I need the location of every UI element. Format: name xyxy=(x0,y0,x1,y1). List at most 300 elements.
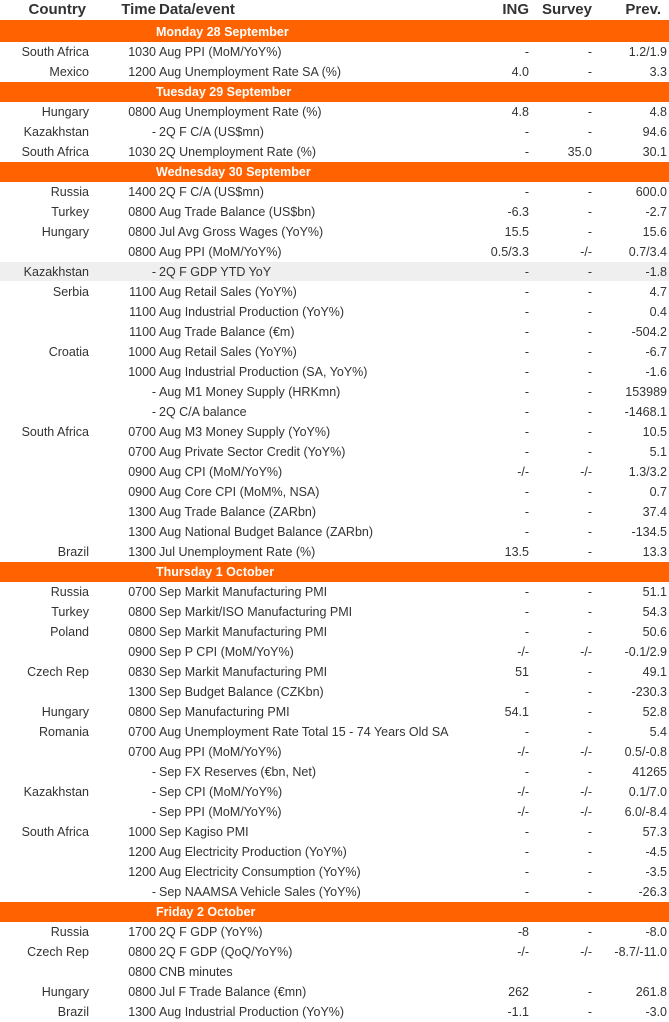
cell-prev: -1.6 xyxy=(645,364,667,379)
cell-ing: - xyxy=(524,344,529,359)
cell-ing: - xyxy=(524,584,529,599)
cell-survey: - xyxy=(587,924,592,939)
table-row xyxy=(0,962,669,982)
cell-event: Aug CPI (MoM/YoY%) xyxy=(159,464,283,479)
cell-prev: -4.5 xyxy=(645,844,667,859)
cell-prev: 52.8 xyxy=(642,704,667,719)
cell-time: 1200 xyxy=(128,844,156,859)
cell-event: Sep Markit Manufacturing PMI xyxy=(159,664,328,679)
cell-event: 2Q F GDP (QoQ/YoY%) xyxy=(159,944,293,959)
day-header xyxy=(0,562,669,582)
cell-prev: -2.7 xyxy=(645,204,667,219)
cell-time: - xyxy=(151,404,156,419)
cell-survey: - xyxy=(587,584,592,599)
cell-time: - xyxy=(151,884,156,899)
cell-country: Hungary xyxy=(41,104,89,119)
cell-event: Aug Private Sector Credit (YoY%) xyxy=(159,444,346,459)
table-row xyxy=(0,282,669,302)
cell-time: 0800 xyxy=(128,104,156,119)
cell-ing: - xyxy=(524,764,529,779)
cell-country: Serbia xyxy=(52,284,89,299)
cell-survey: - xyxy=(587,724,592,739)
table-row xyxy=(0,842,669,862)
cell-survey: - xyxy=(587,124,592,139)
cell-time: 0800 xyxy=(128,224,156,239)
cell-prev: -1468.1 xyxy=(624,404,667,419)
cell-country: Turkey xyxy=(51,204,89,219)
cell-prev: 49.1 xyxy=(642,664,667,679)
cell-event: 2Q Unemployment Rate (%) xyxy=(159,144,317,159)
cell-country: Hungary xyxy=(41,224,89,239)
table-row xyxy=(0,202,669,222)
cell-event: 2Q F GDP YTD YoY xyxy=(159,264,272,279)
cell-prev: 4.8 xyxy=(649,104,667,119)
cell-survey: - xyxy=(587,484,592,499)
cell-prev: -6.7 xyxy=(645,344,667,359)
table-row xyxy=(0,242,669,262)
cell-prev: 41265 xyxy=(632,764,667,779)
table-row xyxy=(0,302,669,322)
cell-event: Aug PPI (MoM/YoY%) xyxy=(159,744,282,759)
cell-country: Czech Rep xyxy=(27,664,89,679)
cell-survey: - xyxy=(587,844,592,859)
table-row xyxy=(0,42,669,62)
cell-event: Sep P CPI (MoM/YoY%) xyxy=(159,644,294,659)
cell-ing: - xyxy=(524,304,529,319)
cell-time: 1000 xyxy=(128,364,156,379)
table-row xyxy=(0,182,669,202)
cell-ing: - xyxy=(524,424,529,439)
cell-prev: -8.7/-11.0 xyxy=(614,944,667,959)
cell-survey: - xyxy=(587,404,592,419)
cell-event: Aug Trade Balance (€m) xyxy=(159,324,295,339)
cell-prev: -0.1/2.9 xyxy=(624,644,667,659)
cell-prev: 4.7 xyxy=(649,284,667,299)
cell-event: Aug M3 Money Supply (YoY%) xyxy=(159,424,331,439)
cell-prev: 5.1 xyxy=(649,444,667,459)
cell-ing: -8 xyxy=(517,924,529,939)
cell-time: 0700 xyxy=(128,444,156,459)
cell-ing: - xyxy=(524,124,529,139)
cell-prev: 261.8 xyxy=(635,984,667,999)
cell-prev: 30.1 xyxy=(642,144,667,159)
cell-country: Russia xyxy=(50,184,89,199)
cell-prev: -8.0 xyxy=(645,924,667,939)
cell-ing: - xyxy=(524,324,529,339)
cell-event: Sep Markit Manufacturing PMI xyxy=(159,584,328,599)
cell-prev: 153989 xyxy=(625,384,667,399)
day-header xyxy=(0,902,669,922)
cell-time: 0800 xyxy=(128,704,156,719)
cell-survey: - xyxy=(587,1004,592,1019)
cell-event: Aug Core CPI (MoM%, NSA) xyxy=(159,484,320,499)
table-row xyxy=(0,742,669,762)
cell-ing: -/- xyxy=(517,804,529,819)
cell-time: 0800 xyxy=(128,964,156,979)
cell-ing: 54.1 xyxy=(504,704,529,719)
cell-time: 1100 xyxy=(129,304,156,319)
cell-prev: 57.3 xyxy=(642,824,667,839)
cell-time: 1100 xyxy=(129,284,156,299)
cell-prev: 1.3/3.2 xyxy=(628,464,667,479)
cell-survey: - xyxy=(587,204,592,219)
cell-survey: - xyxy=(587,324,592,339)
cell-prev: 94.6 xyxy=(642,124,667,139)
cell-event: Aug Industrial Production (SA, YoY%) xyxy=(159,364,368,379)
cell-event: Aug Unemployment Rate (%) xyxy=(159,104,322,119)
cell-prev: -230.3 xyxy=(631,684,667,699)
table-row xyxy=(0,602,669,622)
day-header xyxy=(0,162,669,182)
table-row xyxy=(0,342,669,362)
day-header-label: Tuesday 29 September xyxy=(156,85,292,99)
cell-event: Aug Trade Balance (US$bn) xyxy=(159,204,316,219)
table-row xyxy=(0,702,669,722)
table-row xyxy=(0,402,669,422)
cell-ing: - xyxy=(524,724,529,739)
cell-ing: 15.5 xyxy=(504,224,529,239)
cell-ing: - xyxy=(524,184,529,199)
table-row xyxy=(0,362,669,382)
cell-survey: -/- xyxy=(580,804,592,819)
cell-ing: -/- xyxy=(517,644,529,659)
cell-country: Russia xyxy=(50,924,89,939)
cell-event: Sep Budget Balance (CZKbn) xyxy=(159,684,324,699)
cell-country: Hungary xyxy=(41,704,89,719)
table-row xyxy=(0,822,669,842)
cell-time: 1700 xyxy=(128,924,156,939)
cell-prev: 6.0/-8.4 xyxy=(624,804,667,819)
table-row xyxy=(0,862,669,882)
cell-prev: -3.0 xyxy=(645,1004,667,1019)
cell-survey: - xyxy=(587,984,592,999)
cell-event: Aug Electricity Consumption (YoY%) xyxy=(159,864,361,879)
cell-survey: - xyxy=(587,344,592,359)
cell-survey: 35.0 xyxy=(567,144,592,159)
cell-time: 1000 xyxy=(128,344,156,359)
cell-event: Aug Electricity Production (YoY%) xyxy=(159,844,347,859)
cell-event: Sep Markit/ISO Manufacturing PMI xyxy=(159,604,353,619)
cell-prev: 10.5 xyxy=(642,424,667,439)
cell-survey: - xyxy=(587,504,592,519)
cell-survey: - xyxy=(587,524,592,539)
cell-ing: - xyxy=(524,284,529,299)
table-row xyxy=(0,122,669,142)
cell-country: Croatia xyxy=(48,344,89,359)
cell-ing: - xyxy=(524,524,529,539)
cell-ing: - xyxy=(524,624,529,639)
cell-ing: -1.1 xyxy=(507,1004,529,1019)
table-row xyxy=(0,942,669,962)
cell-ing: - xyxy=(524,384,529,399)
table-row xyxy=(0,802,669,822)
cell-prev: 5.4 xyxy=(649,724,667,739)
table-row xyxy=(0,262,669,282)
cell-ing: - xyxy=(524,44,529,59)
header-event: Data/event xyxy=(159,1,235,18)
cell-ing: - xyxy=(524,144,529,159)
cell-time: 0800 xyxy=(128,204,156,219)
day-header-label: Friday 2 October xyxy=(156,905,256,919)
table-row xyxy=(0,622,669,642)
table-row xyxy=(0,462,669,482)
cell-survey: - xyxy=(587,184,592,199)
cell-prev: 1.2/1.9 xyxy=(628,44,667,59)
cell-survey: - xyxy=(587,284,592,299)
cell-time: 1000 xyxy=(128,824,156,839)
cell-time: 0800 xyxy=(128,604,156,619)
table-row xyxy=(0,102,669,122)
cell-country: South Africa xyxy=(21,144,89,159)
cell-prev: 0.1/7.0 xyxy=(628,784,667,799)
cell-prev: -504.2 xyxy=(631,324,667,339)
cell-survey: - xyxy=(587,704,592,719)
cell-ing: 4.8 xyxy=(511,104,529,119)
cell-survey: - xyxy=(587,684,592,699)
cell-survey: - xyxy=(587,764,592,779)
cell-event: Jul F Trade Balance (€mn) xyxy=(159,984,307,999)
day-header-label: Thursday 1 October xyxy=(156,565,275,579)
cell-event: Aug Retail Sales (YoY%) xyxy=(159,284,297,299)
cell-survey: - xyxy=(587,264,592,279)
cell-country: South Africa xyxy=(21,44,89,59)
table-row xyxy=(0,542,669,562)
cell-prev: 37.4 xyxy=(642,504,667,519)
cell-ing: - xyxy=(524,264,529,279)
cell-prev: 0.4 xyxy=(649,304,667,319)
cell-prev: -134.5 xyxy=(631,524,667,539)
cell-ing: 0.5/3.3 xyxy=(490,244,529,259)
cell-time: 0800 xyxy=(128,984,156,999)
cell-ing: 262 xyxy=(508,984,529,999)
cell-event: Aug Industrial Production (YoY%) xyxy=(159,1004,345,1019)
table-row xyxy=(0,782,669,802)
cell-event: Sep Markit Manufacturing PMI xyxy=(159,624,328,639)
cell-survey: - xyxy=(587,224,592,239)
cell-event: Aug Trade Balance (ZARbn) xyxy=(159,504,317,519)
cell-time: 0800 xyxy=(128,624,156,639)
table-row xyxy=(0,922,669,942)
cell-ing: -/- xyxy=(517,944,529,959)
table-body xyxy=(0,22,669,1022)
table-row xyxy=(0,1002,669,1022)
table-row xyxy=(0,482,669,502)
cell-event: 2Q F C/A (US$mn) xyxy=(159,184,264,199)
day-header-label: Wednesday 30 September xyxy=(156,165,311,179)
cell-survey: - xyxy=(587,384,592,399)
cell-prev: -1.8 xyxy=(645,264,667,279)
cell-event: 2Q F C/A (US$mn) xyxy=(159,124,264,139)
cell-survey: - xyxy=(587,104,592,119)
cell-time: 0700 xyxy=(128,724,156,739)
table-row xyxy=(0,422,669,442)
cell-ing: 51 xyxy=(515,664,529,679)
cell-country: South Africa xyxy=(21,824,89,839)
cell-time: 0800 xyxy=(128,244,156,259)
table-row xyxy=(0,502,669,522)
cell-prev: 50.6 xyxy=(642,624,667,639)
cell-ing: - xyxy=(524,684,529,699)
cell-prev: 0.5/-0.8 xyxy=(624,744,667,759)
cell-country: Mexico xyxy=(49,64,89,79)
cell-prev: 54.3 xyxy=(642,604,667,619)
cell-ing: - xyxy=(524,404,529,419)
cell-time: - xyxy=(151,124,156,139)
cell-survey: - xyxy=(587,604,592,619)
cell-survey: - xyxy=(587,884,592,899)
cell-event: Aug PPI (MoM/YoY%) xyxy=(159,44,282,59)
cell-event: Jul Unemployment Rate (%) xyxy=(159,544,316,559)
cell-ing: -/- xyxy=(517,784,529,799)
table-header xyxy=(0,0,669,22)
cell-country: Hungary xyxy=(41,984,89,999)
cell-event: Aug Retail Sales (YoY%) xyxy=(159,344,297,359)
day-header-label: Monday 28 September xyxy=(156,25,289,39)
cell-event: Aug Unemployment Rate SA (%) xyxy=(159,64,342,79)
table-row xyxy=(0,522,669,542)
cell-survey: -/- xyxy=(580,744,592,759)
table-row xyxy=(0,662,669,682)
table-row xyxy=(0,882,669,902)
cell-ing: - xyxy=(524,824,529,839)
cell-time: - xyxy=(151,804,156,819)
cell-time: 1300 xyxy=(128,544,156,559)
cell-country: Kazakhstan xyxy=(23,124,89,139)
cell-time: 1300 xyxy=(128,524,156,539)
cell-event: Jul Avg Gross Wages (YoY%) xyxy=(159,224,324,239)
cell-prev: 0.7/3.4 xyxy=(628,244,667,259)
table-row xyxy=(0,582,669,602)
cell-prev: 13.3 xyxy=(642,544,667,559)
cell-ing: -/- xyxy=(517,464,529,479)
cell-survey: -/- xyxy=(580,464,592,479)
cell-time: 1100 xyxy=(129,324,156,339)
table-row xyxy=(0,442,669,462)
table-row xyxy=(0,322,669,342)
cell-ing: - xyxy=(524,884,529,899)
day-header xyxy=(0,82,669,102)
cell-ing: - xyxy=(524,844,529,859)
cell-ing: -/- xyxy=(517,744,529,759)
cell-time: - xyxy=(151,384,156,399)
cell-time: - xyxy=(151,784,156,799)
cell-time: 1300 xyxy=(128,684,156,699)
cell-time: - xyxy=(151,764,156,779)
cell-time: 1300 xyxy=(128,504,156,519)
cell-time: 1030 xyxy=(128,144,156,159)
cell-prev: -26.3 xyxy=(638,884,667,899)
table-row xyxy=(0,642,669,662)
cell-event: Sep Kagiso PMI xyxy=(159,824,249,839)
cell-event: Sep CPI (MoM/YoY%) xyxy=(159,784,283,799)
cell-survey: -/- xyxy=(580,644,592,659)
table-row xyxy=(0,382,669,402)
cell-country: Czech Rep xyxy=(27,944,89,959)
cell-ing: - xyxy=(524,484,529,499)
cell-time: 0700 xyxy=(128,584,156,599)
cell-event: Aug PPI (MoM/YoY%) xyxy=(159,244,282,259)
cell-event: 2Q C/A balance xyxy=(159,404,247,419)
cell-ing: - xyxy=(524,864,529,879)
cell-survey: - xyxy=(587,364,592,379)
cell-ing: 4.0 xyxy=(511,64,529,79)
header-prev: Prev. xyxy=(625,1,661,18)
cell-survey: - xyxy=(587,544,592,559)
cell-country: Kazakhstan xyxy=(23,784,89,799)
cell-ing: - xyxy=(524,364,529,379)
cell-country: South Africa xyxy=(21,424,89,439)
cell-ing: 13.5 xyxy=(504,544,529,559)
cell-survey: - xyxy=(587,664,592,679)
cell-country: Turkey xyxy=(51,604,89,619)
cell-event: CNB minutes xyxy=(159,964,233,979)
cell-ing: - xyxy=(524,604,529,619)
cell-prev: 51.1 xyxy=(642,584,667,599)
cell-country: Romania xyxy=(38,724,89,739)
cell-time: 0900 xyxy=(128,464,156,479)
cell-country: Poland xyxy=(50,624,89,639)
cell-event: Aug M1 Money Supply (HRKmn) xyxy=(159,384,341,399)
table-row xyxy=(0,722,669,742)
header-survey: Survey xyxy=(541,1,592,18)
cell-prev: 0.7 xyxy=(649,484,667,499)
cell-survey: - xyxy=(587,864,592,879)
header-time: Time xyxy=(121,1,156,18)
cell-survey: - xyxy=(587,624,592,639)
cell-survey: -/- xyxy=(580,244,592,259)
header-country: Country xyxy=(28,1,86,18)
cell-time: 0700 xyxy=(128,744,156,759)
header-ing: ING xyxy=(502,1,529,18)
cell-country: Russia xyxy=(50,584,89,599)
cell-survey: - xyxy=(587,824,592,839)
cell-prev: 600.0 xyxy=(635,184,667,199)
cell-time: 1200 xyxy=(128,64,156,79)
cell-event: Sep Manufacturing PMI xyxy=(159,704,290,719)
cell-prev: 3.3 xyxy=(649,64,667,79)
cell-ing: - xyxy=(524,504,529,519)
table-row xyxy=(0,762,669,782)
cell-event: Sep FX Reserves (€bn, Net) xyxy=(159,764,317,779)
cell-survey: - xyxy=(587,64,592,79)
cell-time: - xyxy=(151,264,156,279)
table-row xyxy=(0,682,669,702)
table-row xyxy=(0,142,669,162)
cell-time: 1300 xyxy=(128,1004,156,1019)
cell-time: 0830 xyxy=(128,664,156,679)
cell-ing: -6.3 xyxy=(507,204,529,219)
cell-survey: - xyxy=(587,444,592,459)
cell-event: Aug Industrial Production (YoY%) xyxy=(159,304,345,319)
day-header xyxy=(0,22,669,42)
cell-time: 1400 xyxy=(128,184,156,199)
cell-time: 1030 xyxy=(128,44,156,59)
cell-country: Kazakhstan xyxy=(23,264,89,279)
cell-ing: - xyxy=(524,444,529,459)
cell-country: Brazil xyxy=(57,544,89,559)
cell-time: 0800 xyxy=(128,944,156,959)
table-row xyxy=(0,62,669,82)
table-row xyxy=(0,222,669,242)
cell-survey: - xyxy=(587,44,592,59)
cell-event: Aug Unemployment Rate Total 15 - 74 Years Old SA xyxy=(159,724,449,739)
cell-event: 2Q F GDP (YoY%) xyxy=(159,924,263,939)
cell-prev: -3.5 xyxy=(645,864,667,879)
cell-survey: -/- xyxy=(580,784,592,799)
cell-time: 0700 xyxy=(128,424,156,439)
cell-event: Sep PPI (MoM/YoY%) xyxy=(159,804,282,819)
cell-time: 0900 xyxy=(128,644,156,659)
